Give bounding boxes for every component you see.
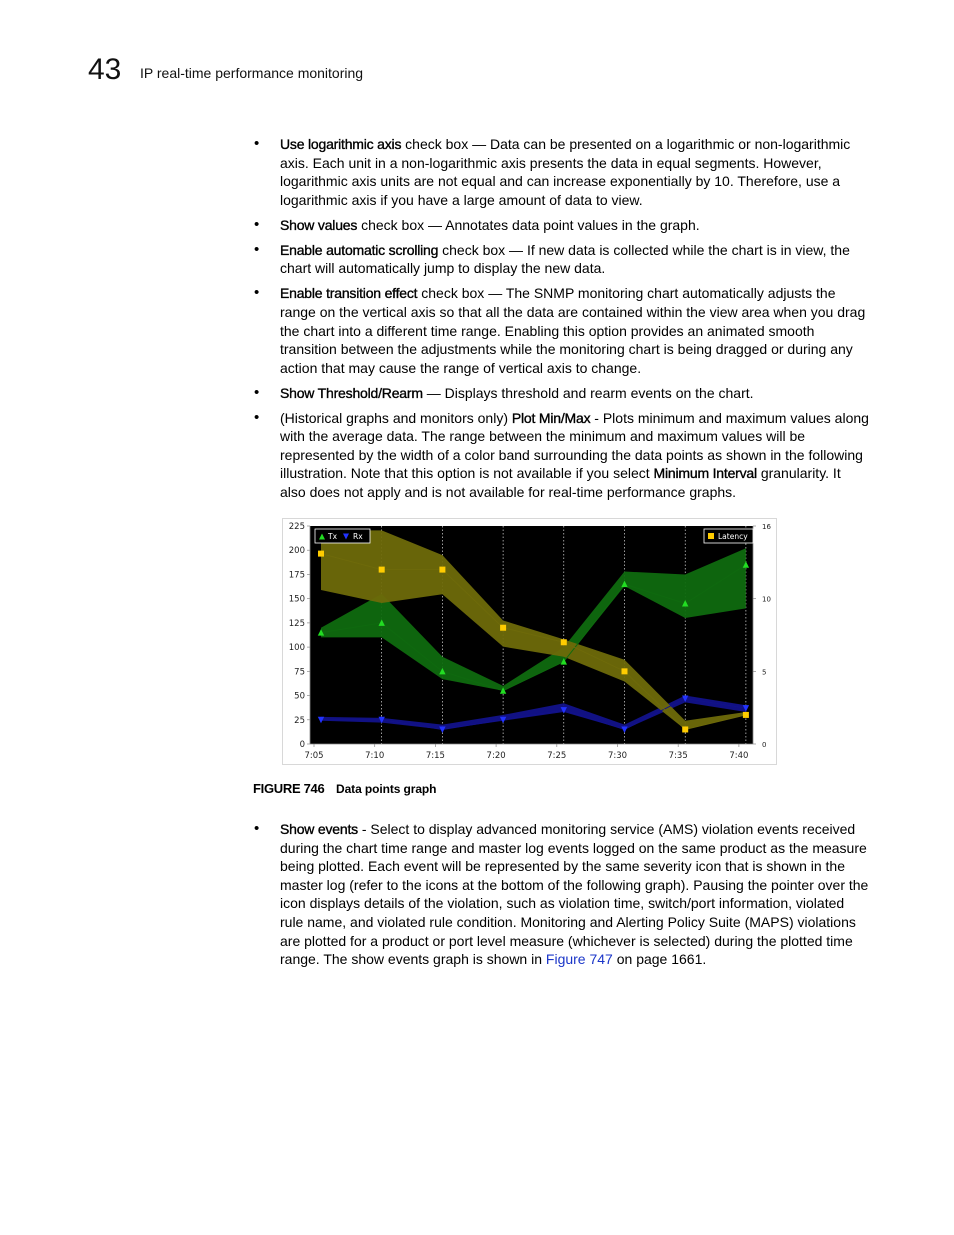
- option-description: check box — The SNMP monitoring chart automatically adjusts the range on the vertical axis so that all the data are contained within the view area when you drag the chart into a different time range. Enabling this option provides an animated smooth transition between the adjustments while the monitoring chart is being dragged or during any action that may cause the range of vertical axis to change.: [280, 285, 866, 376]
- option-term: Show Threshold/Rearm: [280, 384, 423, 401]
- legend-right: [704, 529, 753, 543]
- option-description: check box — Data can be presented on a logarithmic or non-logarithmic axis. Each unit in a non-logarithmic axis presents the data in equal segments. However, logarithmic axis units are not equal and can increase exponentially by 10. Therefore, use a logarithmic axis if you have a large amount of data to view.: [280, 136, 851, 208]
- y-tick-label: 150: [288, 594, 305, 605]
- legend-tx-label: Tx: [328, 532, 338, 541]
- list-item: [254, 241, 870, 278]
- legend-rx-label: Rx: [353, 532, 363, 541]
- y-tick-label: 125: [288, 618, 305, 629]
- figure-caption: [253, 781, 436, 796]
- option-description: - Select to display advanced monitoring service (AMS) violation events received during the chart time range and master log events logged on the same product as the measure being plotted. Each event will be represented by the same severity icon that is shown in the master log (refer to the icons at the bottom of the following graph). Pausing the pointer over the icon displays details of the violation, such as violation time, switch/port information, violated rule name, and violated rule condition. Monitoring and Alerting Policy Suite (MAPS) violations are plotted for a product or port level measure (whichever is selected) during the plotted time range. The show events graph is shown in: [280, 821, 869, 968]
- y-tick-label: 50: [294, 691, 305, 702]
- option-term: Enable transition effect: [280, 285, 418, 302]
- x-tick-label: 7:30: [607, 751, 628, 761]
- list-item: [254, 135, 870, 209]
- latency-point: [500, 625, 506, 631]
- chapter-title: IP real-time performance monitoring: [140, 65, 364, 81]
- list-item: [254, 409, 870, 502]
- latency-point: [379, 567, 385, 573]
- latency-point: [743, 712, 749, 718]
- x-tick-label: 7:05: [304, 751, 324, 761]
- figure-label: FIGURE 746: [253, 781, 325, 796]
- chapter-number: 43: [88, 53, 122, 86]
- y-tick-label: 75: [294, 667, 305, 678]
- option-term: Enable automatic scrolling: [280, 241, 439, 258]
- option-description: — Displays threshold and rearm events on the chart.: [422, 384, 754, 401]
- y-tick-label: 0: [299, 740, 305, 750]
- figure-title: Data points graph: [336, 782, 437, 796]
- latency-legend-icon: [708, 533, 714, 539]
- option-term-secondary: Minimum Interval: [653, 465, 757, 482]
- latency-point: [682, 726, 688, 732]
- x-tick-label: 7:40: [729, 751, 749, 761]
- latency-point: [318, 551, 324, 557]
- y-tick-label: 175: [288, 570, 305, 581]
- option-description: check box — If new data is collected while the chart is in view, the chart will automatically jump to display the new data.: [280, 241, 850, 277]
- y2-tick-label: 5: [762, 668, 767, 677]
- option-term: Plot Min/Max: [511, 409, 591, 426]
- options-list-bottom: [254, 820, 870, 975]
- option-term: Show events: [280, 821, 358, 837]
- latency-point: [622, 668, 628, 674]
- x-tick-label: 7:15: [425, 751, 445, 761]
- legend-latency-label: Latency: [718, 532, 748, 541]
- y2-tick-label: 0: [762, 741, 767, 749]
- y-tick-label: 25: [294, 715, 305, 726]
- option-description: check box — Annotates data point values in the graph.: [357, 216, 700, 233]
- y2-tick-label: 10: [762, 595, 771, 604]
- legend-left: [315, 529, 370, 543]
- option-term: Show values: [280, 216, 358, 233]
- list-item: [254, 216, 870, 235]
- y-tick-label: 200: [288, 546, 305, 557]
- y-tick-label: 225: [288, 522, 305, 532]
- x-tick-label: 7:20: [486, 751, 506, 761]
- list-item: [254, 820, 870, 969]
- option-description-continued: on page 1661.: [612, 951, 707, 968]
- option-description: - Plots minimum and maximum values along with the average data. The range between the minimum and maximum values will be represented by the width of a color band surrounding the data points as shown in the following illustration. Note that this option is not available if you select: [280, 409, 869, 482]
- option-prefix: (Historical graphs and monitors only): [280, 409, 512, 426]
- y2-tick-label: 16: [762, 523, 771, 531]
- x-tick-label: 7:25: [547, 751, 567, 761]
- latency-point: [561, 639, 567, 645]
- chart-svg: [282, 518, 777, 765]
- y-tick-label: 100: [288, 643, 305, 654]
- option-description-continued: granularity. It also does not apply and is not available for real-time performance graphs.: [280, 465, 841, 501]
- x-tick-label: 7:10: [365, 751, 385, 761]
- figure-747-link[interactable]: Figure 747: [545, 951, 613, 968]
- option-term: Use logarithmic axis: [280, 136, 402, 152]
- options-list-top: [254, 135, 870, 508]
- latency-point: [439, 567, 445, 573]
- list-item: [254, 284, 870, 377]
- data-points-graph: [282, 518, 777, 765]
- x-tick-label: 7:35: [668, 751, 688, 761]
- list-item: [254, 384, 870, 403]
